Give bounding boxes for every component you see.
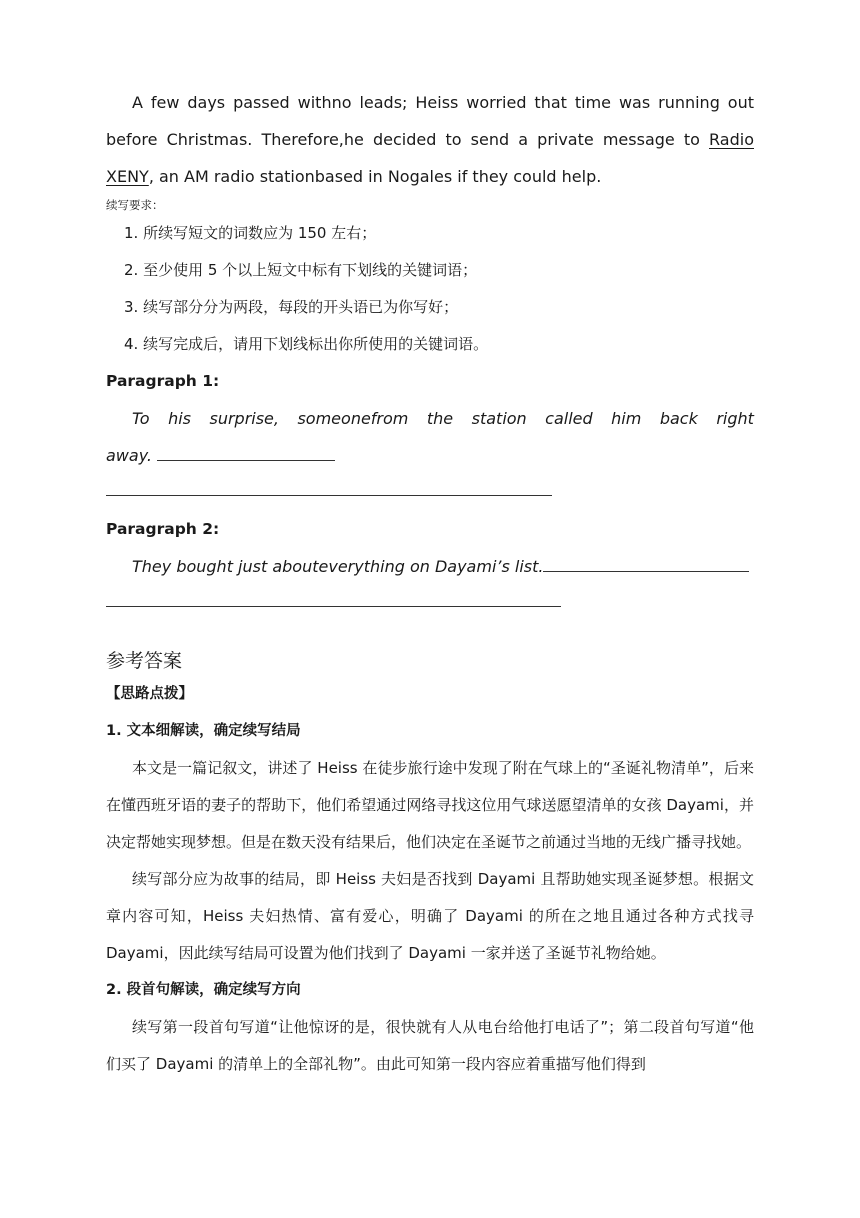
- opener-word: someonefrom: [297, 409, 409, 428]
- document-page: [106, 84, 754, 1083]
- opener-word: called: [545, 409, 593, 428]
- opener-end: away.: [106, 446, 153, 465]
- paragraph1-heading: Paragraph 1:: [106, 372, 220, 390]
- requirements-list: [106, 215, 754, 363]
- keyword-underlined: Radio XENY: [106, 130, 754, 186]
- answer-heading: 参考答案: [106, 650, 183, 672]
- requirement-item: 1. 所续写短文的词数应为 150 左右；: [124, 224, 377, 242]
- opener-word: the: [426, 409, 454, 428]
- paragraph2-opener: [106, 548, 754, 585]
- requirements-title: 续写要求：: [106, 198, 164, 212]
- writing-line[interactable]: [106, 495, 552, 496]
- section1-paragraph: 本文是一篇记叙文，讲述了 Heiss 在徒步旅行途中发现了附在气球上的“圣诞礼物清单”，后来在懂西班牙语的妻子的帮助下，他们希望通过网络寻找这位用气球送愿望清单的女孩 Dayami，并决定帮她实现梦想。但是在数天没有结果后，他们决定在圣诞节之前通过当地的无线广播寻找她。: [106, 759, 754, 851]
- paragraph2-heading: Paragraph 2:: [106, 520, 220, 538]
- opener-word: him: [611, 409, 642, 428]
- opener-word: surprise,: [209, 409, 279, 428]
- passage-paragraph: [106, 84, 754, 195]
- requirement-item: 3. 续写部分分为两段，每段的开头语已为你写好；: [124, 298, 459, 316]
- writing-line-row: [106, 585, 754, 622]
- passage-text-2: , an AM radio stationbased in Nogales if they could help.: [148, 167, 602, 186]
- requirement-item: 2. 至少使用 5 个以上短文中标有下划线的关键词语；: [124, 261, 478, 279]
- paragraph1-opener: [106, 400, 754, 437]
- paragraph1-continuation: [106, 437, 754, 474]
- opener-word: right: [716, 409, 754, 428]
- section1-paragraph: 续写部分应为故事的结局，即 Heiss 夫妇是否找到 Dayami 且帮助她实现圣诞梦想。根据文章内容可知，Heiss 夫妇热情、富有爱心，明确了 Dayami 的所在之地且通过各种方式找寻 Dayami，因此续写结局可设置为他们找到了 Dayami 一家并送了圣诞节礼物给她。: [106, 870, 754, 962]
- opener-text: They bought just abouteverything on Dayami’s list.: [132, 557, 544, 576]
- section2-paragraph: 续写第一段首句写道“让他惊讶的是，很快就有人从电台给他打电话了”；第二段首句写道“他们买了 Dayami 的清单上的全部礼物”。由此可知第一段内容应着重描写他们得到: [106, 1018, 754, 1073]
- opener-word: To: [132, 409, 150, 428]
- section2-heading: 2. 段首句解读，确定续写方向: [106, 982, 301, 998]
- tips-heading: 【思路点拨】: [106, 686, 193, 702]
- writing-blank[interactable]: [543, 570, 749, 572]
- writing-line[interactable]: [106, 606, 561, 607]
- passage-text-1: A few days passed withno leads; Heiss worried that time was running out before Christmas. Therefore,he decided to send a private message to: [106, 93, 754, 149]
- writing-line-row: [106, 474, 754, 511]
- section1-heading: 1. 文本细解读，确定续写结局: [106, 723, 301, 739]
- opener-word: station: [471, 409, 527, 428]
- opener-word: back: [659, 409, 698, 428]
- requirement-item: 4. 续写完成后，请用下划线标出你所使用的关键词语。: [124, 335, 489, 353]
- opener-word: his: [168, 409, 191, 428]
- writing-blank[interactable]: [157, 459, 335, 461]
